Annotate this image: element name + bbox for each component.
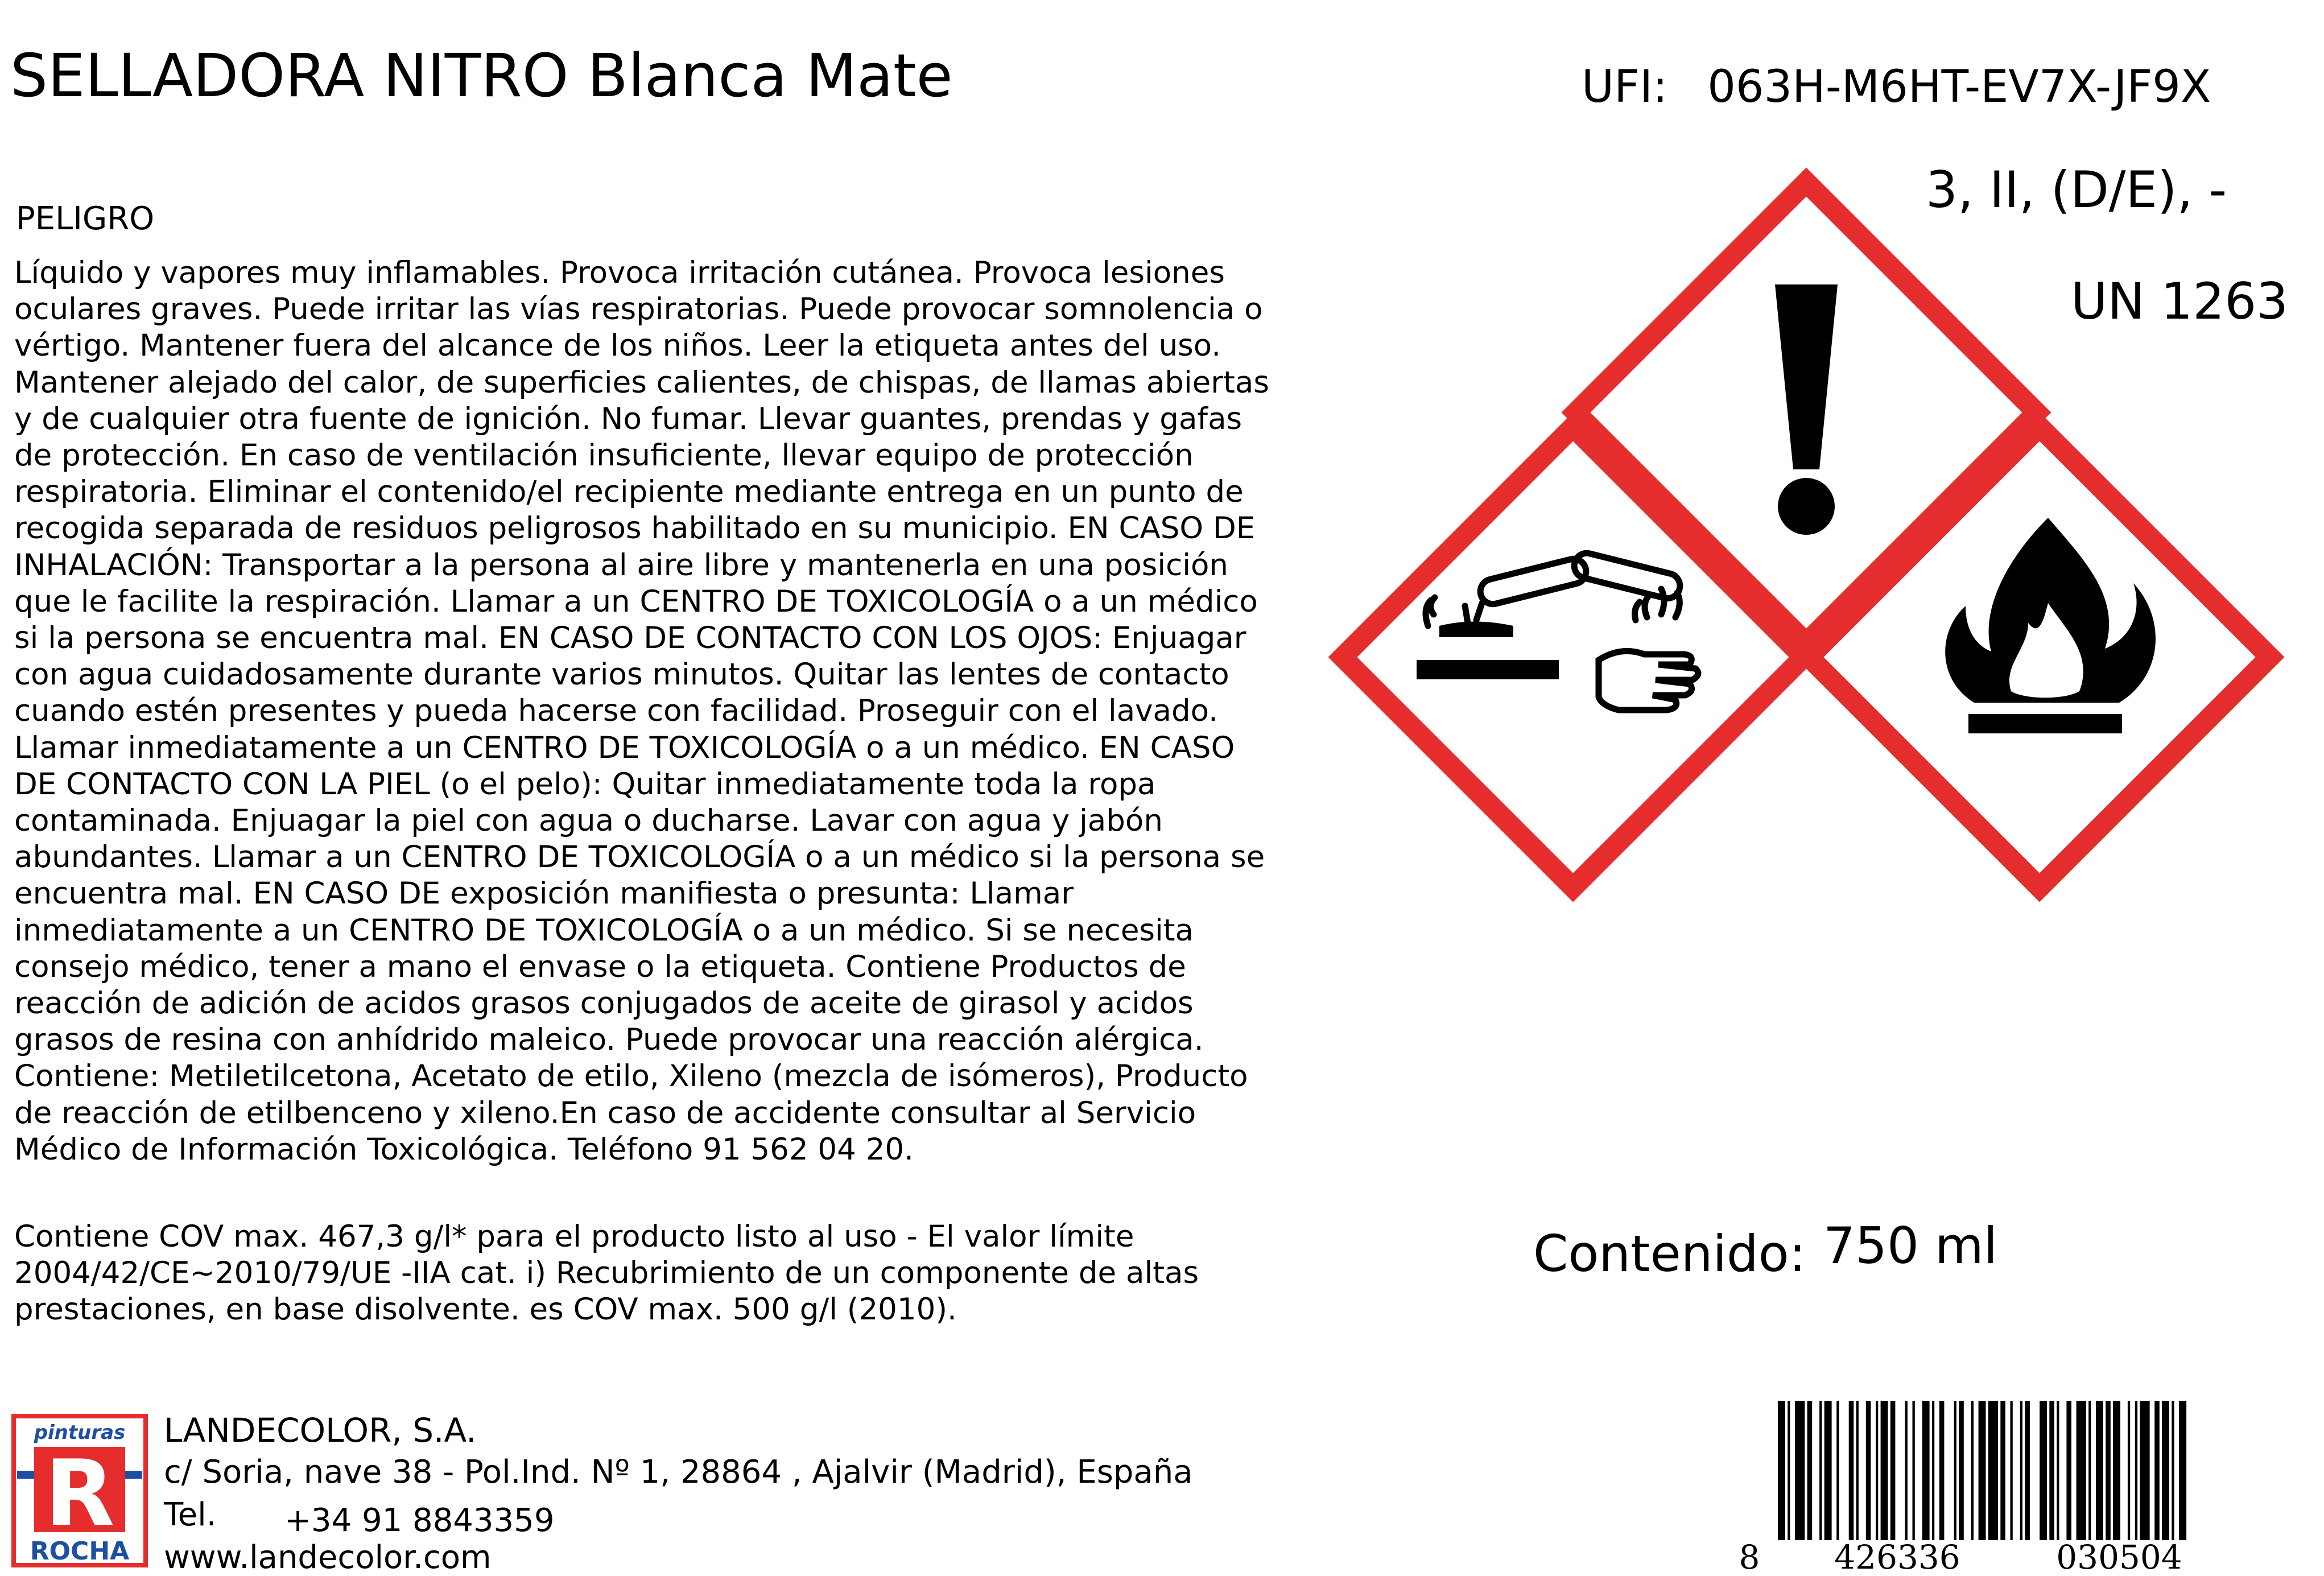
svg-text:R: R	[44, 1440, 115, 1546]
barcode-bar	[1876, 1401, 1878, 1557]
barcode-bar	[2049, 1401, 2054, 1557]
barcode-bar	[1959, 1401, 1964, 1557]
barcode-bar	[2066, 1401, 2071, 1557]
barcode-bar	[2000, 1401, 2005, 1557]
barcode-bar	[1788, 1401, 1790, 1557]
barcode-bar	[2135, 1401, 2137, 1557]
barcode-bar	[1881, 1401, 1888, 1557]
signal-word: PELIGRO	[16, 200, 155, 237]
barcode-bar	[1819, 1401, 1822, 1557]
barcode-bar	[2020, 1401, 2022, 1557]
barcode-bar	[2077, 1401, 2086, 1557]
barcode-bar	[2088, 1401, 2091, 1557]
barcode-bar	[2128, 1401, 2130, 1557]
barcode-bar	[1795, 1401, 1805, 1557]
barcode-bar	[2113, 1401, 2120, 1557]
barcode-bar	[2154, 1401, 2160, 1557]
barcode-bar	[1824, 1401, 1832, 1557]
barcode-bar	[1836, 1401, 1839, 1557]
content-label: Contenido:	[1533, 1224, 1806, 1283]
ufi-code	[1582, 61, 2211, 113]
barcode-bar	[2025, 1401, 2030, 1557]
barcode-bar	[1905, 1401, 1908, 1557]
barcode-bar	[1856, 1401, 1859, 1557]
hazard-statements: Líquido y vapores muy inflamables. Provoca irritación cutánea. Provoca lesiones oculares graves. Puede irritar las vías respiratorias. Puede provocar somnolencia o vértigo. Mantener fuera del alcance de los niños. Leer la etiqueta antes del uso. Mantener alejado del calor, de superficies calientes, de chispas, de llamas abiertas y de cualquier otra fuente de ignición. No fumar. Llevar guantes, prendas y gafas de protección. En caso de ventilación insuficiente, llevar equipo de protección respiratoria. Eliminar el contenido/el recipiente mediante entrega en un punto de recogida separada de residuos peligrosos habilitado en su municipio. EN CASO DE INHALACIÓN: Transportar a la persona al aire libre y mantenerla en una posición que le facilite la respiración. Llamar a un CENTRO DE TOXICOLOGÍA o a un médico si la persona se encuentra mal. EN CASO DE CONTACTO CON LOS OJOS: Enjuagar con agua cuidadosamente durante varios minutos. Quitar las lentes de contacto cuando estén presentes y pueda hacerse con facilidad. Proseguir con el lavado. Llamar inmediatamente a un CENTRO DE TOXICOLOGÍA o a un médico. EN CASO DE CONTACTO CON LA PIEL (o el pelo): Quitar inmediatamente toda la ropa contaminada. Enjuagar la piel con agua o ducharse. Lavar con agua y jabón abundantes. Llamar a un CENTRO DE TOXICOLOGÍA o a un médico si la persona se encuentra mal. EN CASO DE exposición manifiesta o presunta: Llamar inmediatamente a un CENTRO DE TOXICOLOGÍA o a un médico. Si se necesita consejo médico, tener a mano el envase o la etiqueta. Contiene Productos de reacción de adición de acidos grasos conjugados de aceite de girasol y acidos grasos de resina con anhídrido maleico. Puede provocar una reacción alérgica. Contiene: Metiletilcetona, Acetato de etilo, Xileno (mezcla de isómeros), Producto de reacción de etilbenceno y xileno.En caso de accidente consultar al Servicio Médico de Información Toxicológica. Teléfono 91 562 04 20.	[14, 255, 1269, 1167]
svg-text:ROCHA: ROCHA	[30, 1537, 130, 1566]
barcode	[1732, 1401, 2270, 1571]
barcode-bar	[1913, 1401, 1915, 1557]
svg-text:pinturas: pinturas	[34, 1421, 126, 1444]
barcode-bar	[2096, 1401, 2103, 1557]
brand-logo	[11, 1414, 148, 1567]
barcode-bar	[2040, 1401, 2047, 1557]
barcode-bar	[2172, 1401, 2174, 1557]
barcode-bar	[2162, 1401, 2169, 1557]
barcode-bar	[1932, 1401, 1934, 1557]
adr-classification: 3, II, (D/E), -	[1926, 160, 2227, 219]
barcode-bar	[2057, 1401, 2059, 1557]
barcode-bar	[1807, 1401, 1813, 1557]
company-name: LANDECOLOR, S.A.	[164, 1411, 477, 1450]
barcode-bar	[2106, 1401, 2111, 1557]
company-address: c/ Soria, nave 38 - Pol.Ind. Nº 1, 28864 , Ajalvir (Madrid), España	[164, 1454, 1193, 1491]
barcode-bar	[2140, 1401, 2149, 1557]
un-number: UN 1263	[2071, 272, 2289, 331]
barcode-bar	[1939, 1401, 1945, 1557]
barcode-bar	[1971, 1401, 1974, 1557]
barcode-bar	[1866, 1401, 1871, 1557]
barcode-right-digits: 030504	[2056, 1538, 2182, 1571]
ufi-label: UFI:	[1582, 61, 1668, 113]
barcode-bar	[1954, 1401, 1956, 1557]
barcode-left-digits: 426336	[1834, 1538, 1960, 1571]
barcode-bar	[1778, 1401, 1785, 1557]
barcode-bar	[1988, 1401, 1998, 1557]
barcode-bar	[2179, 1401, 2186, 1557]
content-value: 750 ml	[1823, 1216, 1998, 1275]
product-title: SELLADORA NITRO Blanca Mate	[10, 41, 953, 110]
voc-statement: Contiene COV max. 467,3 g/l* para el producto listo al uso - El valor límite 2004/42/CE~2010/79/UE -IIA cat. i) Recubrimiento de un componente de altas prestaciones, en base disolvente. es COV max. 500 g/l (2010).	[14, 1219, 1199, 1327]
phone-label: Tel.	[164, 1496, 217, 1533]
barcode-bar	[1890, 1401, 1896, 1557]
barcode-first-digit: 8	[1739, 1538, 1760, 1571]
ghs-pictograms	[1326, 165, 2293, 905]
phone-number: +34 91 8843359	[284, 1502, 555, 1539]
ufi-value: 063H-M6HT-EV7X-JF9X	[1707, 61, 2211, 113]
barcode-bars	[1778, 1401, 2186, 1557]
barcode-bar	[1922, 1401, 1930, 1557]
barcode-bar	[2011, 1401, 2013, 1557]
website-link[interactable]: www.landecolor.com	[164, 1539, 492, 1576]
barcode-bar	[1849, 1401, 1854, 1557]
barcode-bar	[1979, 1401, 1986, 1557]
